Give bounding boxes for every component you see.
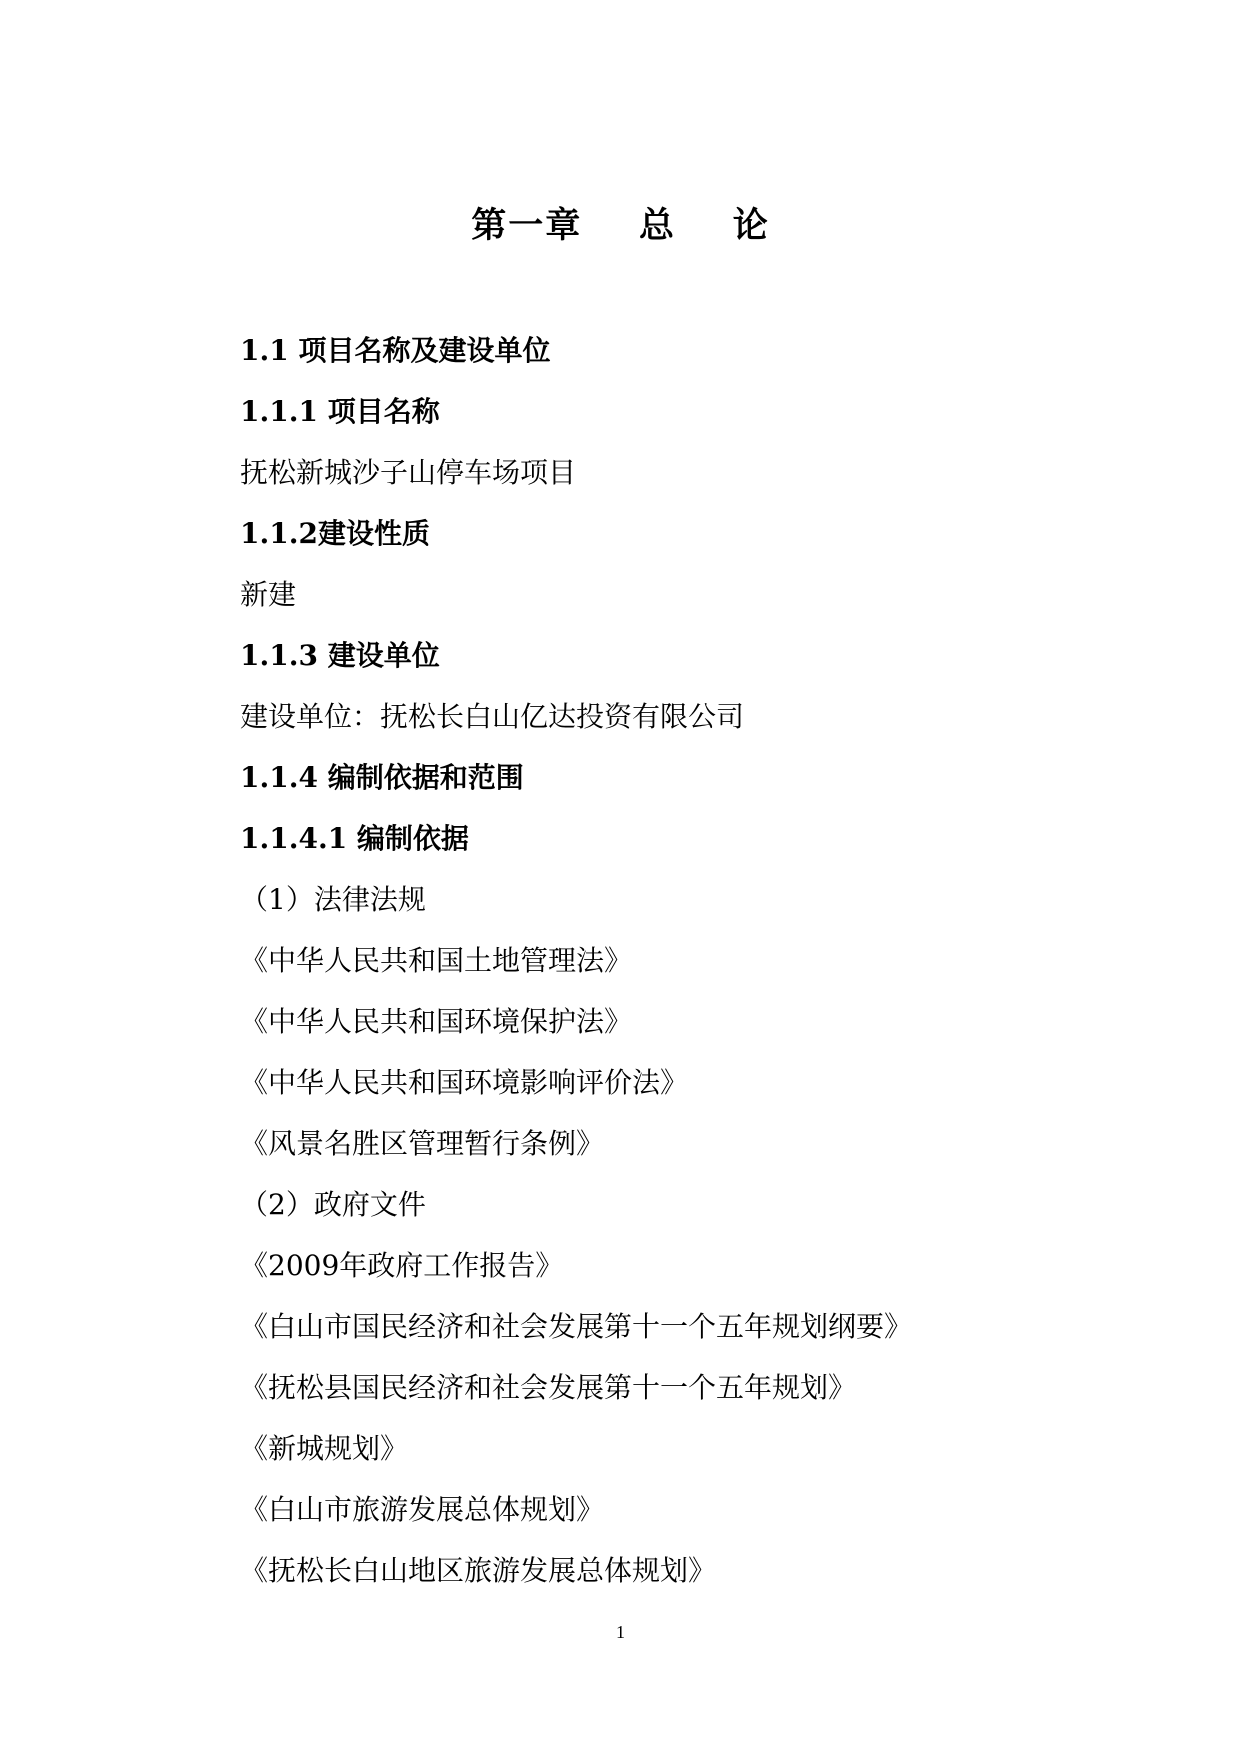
- page-number: 1: [616, 1622, 625, 1642]
- section-heading-1-1-3: 1.1.3 建设单位: [240, 639, 440, 672]
- list-item: 《中华人民共和国环境保护法》: [240, 1005, 633, 1038]
- construction-nature: 新建: [240, 578, 297, 611]
- list-item: 《白山市国民经济和社会发展第十一个五年规划纲要》: [240, 1310, 913, 1343]
- list-item: 《白山市旅游发展总体规划》: [240, 1493, 605, 1526]
- project-name: 抚松新城沙子山停车场项目: [240, 456, 577, 489]
- list-item: 《抚松长白山地区旅游发展总体规划》: [240, 1554, 717, 1587]
- section-heading-1-1-4: 1.1.4 编制依据和范围: [240, 761, 524, 794]
- list-item: 《抚松县国民经济和社会发展第十一个五年规划》: [240, 1371, 857, 1404]
- document-body: [240, 320, 1100, 1601]
- list-item: 《2009年政府工作报告》: [240, 1249, 564, 1282]
- section-heading-1-1-2: 1.1.2建设性质: [240, 517, 430, 550]
- chapter-title: 第一章 总 论: [471, 205, 770, 246]
- list-item: 《中华人民共和国环境影响评价法》: [240, 1066, 689, 1099]
- construction-unit: 建设单位：抚松长白山亿达投资有限公司: [240, 700, 745, 733]
- list-group-laws: （1）法律法规: [240, 883, 426, 916]
- section-heading-1-1-1: 1.1.1 项目名称: [240, 395, 440, 428]
- list-group-government-docs: （2）政府文件: [240, 1188, 426, 1221]
- section-heading-1-1: 1.1 项目名称及建设单位: [240, 334, 551, 367]
- list-item: 《中华人民共和国土地管理法》: [240, 944, 633, 977]
- list-item: 《风景名胜区管理暂行条例》: [240, 1127, 605, 1160]
- list-item: 《新城规划》: [240, 1432, 409, 1465]
- section-heading-1-1-4-1: 1.1.4.1 编制依据: [240, 822, 469, 855]
